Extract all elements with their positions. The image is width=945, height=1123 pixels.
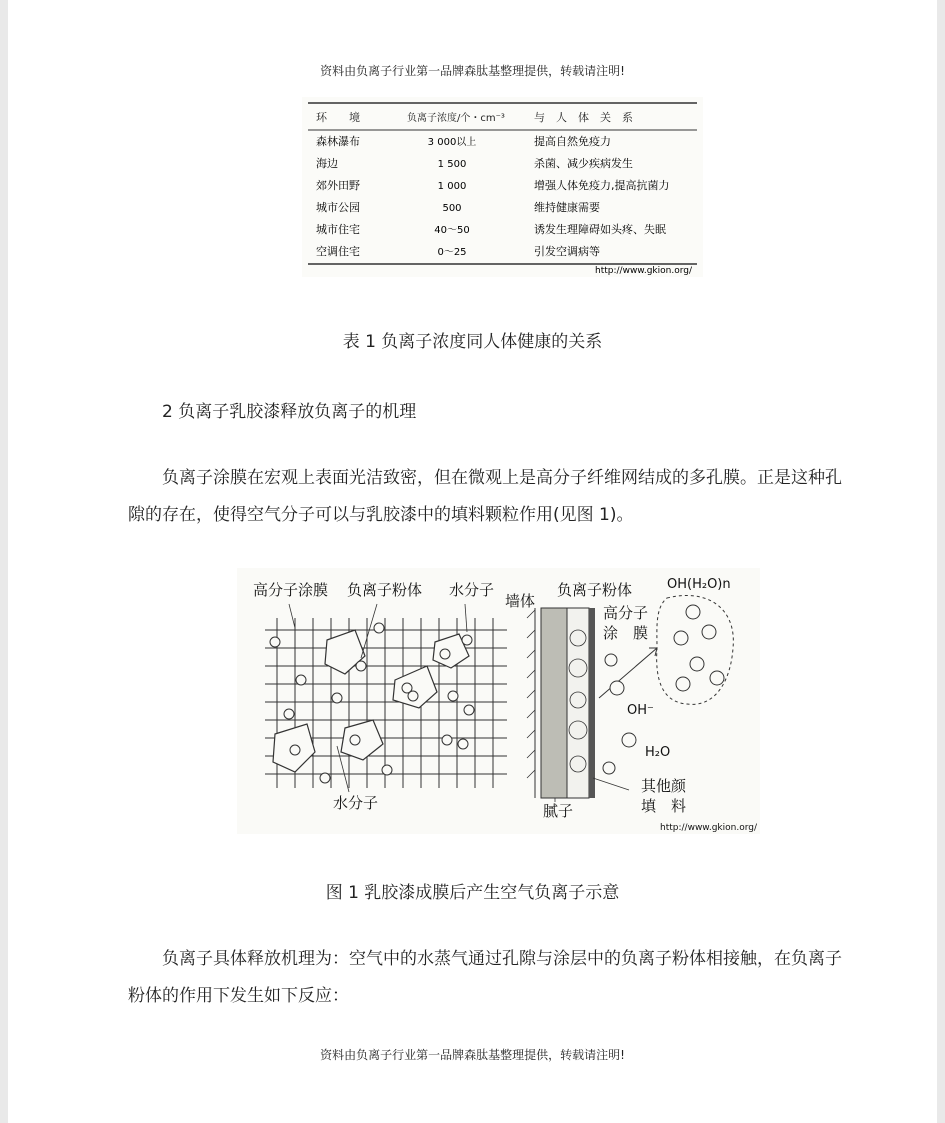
- cell-conc: 3 000以上: [427, 137, 477, 148]
- label-polymer-film: 高分子涂膜: [253, 581, 329, 599]
- figure-url: http://www.gkion.org/: [660, 823, 757, 833]
- cell-conc: 500: [442, 203, 462, 214]
- label-polymer-coating-2: 涂 膜: [603, 624, 649, 642]
- cell-env: 海边: [316, 157, 338, 170]
- col-header-env: 环 境: [316, 111, 360, 124]
- cell-env: 城市住宅: [316, 223, 360, 236]
- label-wall: 墙体: [505, 592, 536, 610]
- document-page: [8, 0, 937, 1123]
- label-ion-powder-right: 负离子粉体: [557, 581, 633, 599]
- cell-env: 空调住宅: [316, 245, 360, 258]
- col-header-relation: 与 人 体 关 系: [534, 111, 633, 124]
- label-other-pigments-1: 其他颜: [641, 777, 687, 795]
- cell-rel: 诱发生理障碍如头疼、失眠: [534, 223, 666, 236]
- page-header: 资料由负离子行业第一品牌森肽基整理提供，转载请注明!: [320, 64, 625, 78]
- label-water-molecule-top: 水分子: [449, 581, 495, 599]
- label-oh-cluster: OH(H₂O)n: [667, 577, 731, 592]
- label-water-molecule-bottom: 水分子: [333, 794, 379, 812]
- label-putty: 腻子: [543, 802, 574, 820]
- figure-caption: 图 1 乳胶漆成膜后产生空气负离子示意: [325, 883, 620, 903]
- label-ion-powder-left: 负离子粉体: [347, 581, 423, 599]
- label-other-pigments-2: 填 料: [641, 797, 687, 815]
- health-table: [302, 97, 703, 277]
- cell-env: 森林瀑布: [316, 135, 360, 148]
- cluster-molecules: [674, 605, 724, 691]
- figure-1: [237, 568, 760, 834]
- paragraph-2: 负离子具体释放机理为：空气中的水蒸气通过孔隙与涂层中的负离子粉体相接触，在负离子粉体的作用下发生如下反应：: [128, 949, 842, 1006]
- cell-env: 城市公园: [316, 201, 360, 214]
- cell-rel: 提高自然免疫力: [534, 135, 611, 148]
- label-polymer-coating-1: 高分子: [603, 604, 649, 622]
- cell-conc: 0～25: [437, 247, 467, 258]
- cell-conc: 40～50: [434, 225, 470, 236]
- table-figure: [302, 97, 703, 277]
- cell-conc: 1 500: [437, 159, 467, 170]
- label-h2o: H₂O: [645, 745, 671, 760]
- cell-conc: 1 000: [437, 181, 467, 192]
- cell-rel: 维持健康需要: [534, 201, 600, 214]
- paragraph-1: 负离子涂膜在宏观上表面光洁致密，但在微观上是高分子纤维网结成的多孔膜。正是这种孔隙的存在，使得空气分子可以与乳胶漆中的填料颗粒作用(见图 1)。: [128, 468, 842, 525]
- cell-rel: 引发空调病等: [534, 245, 600, 258]
- cell-rel: 杀菌、减少疾病发生: [534, 157, 633, 170]
- table-url: http://www.gkion.org/: [595, 266, 692, 276]
- cell-rel: 增强人体免疫力,提高抗菌力: [534, 179, 670, 192]
- table-caption: 表 1 负离子浓度同人体健康的关系: [342, 332, 603, 352]
- label-oh-ion: OH⁻: [627, 703, 654, 718]
- latex-paint-diagram: [237, 568, 760, 834]
- section-heading: 2 负离子乳胶漆释放负离子的机理: [162, 402, 417, 422]
- cell-env: 郊外田野: [316, 179, 360, 192]
- ion-powder-particles: [273, 630, 469, 772]
- page-footer: 资料由负离子行业第一品牌森肽基整理提供，转载请注明!: [320, 1048, 625, 1062]
- wall-cross-section: [527, 608, 595, 798]
- col-header-concentration: 负离子浓度/个・cm⁻³: [407, 113, 505, 124]
